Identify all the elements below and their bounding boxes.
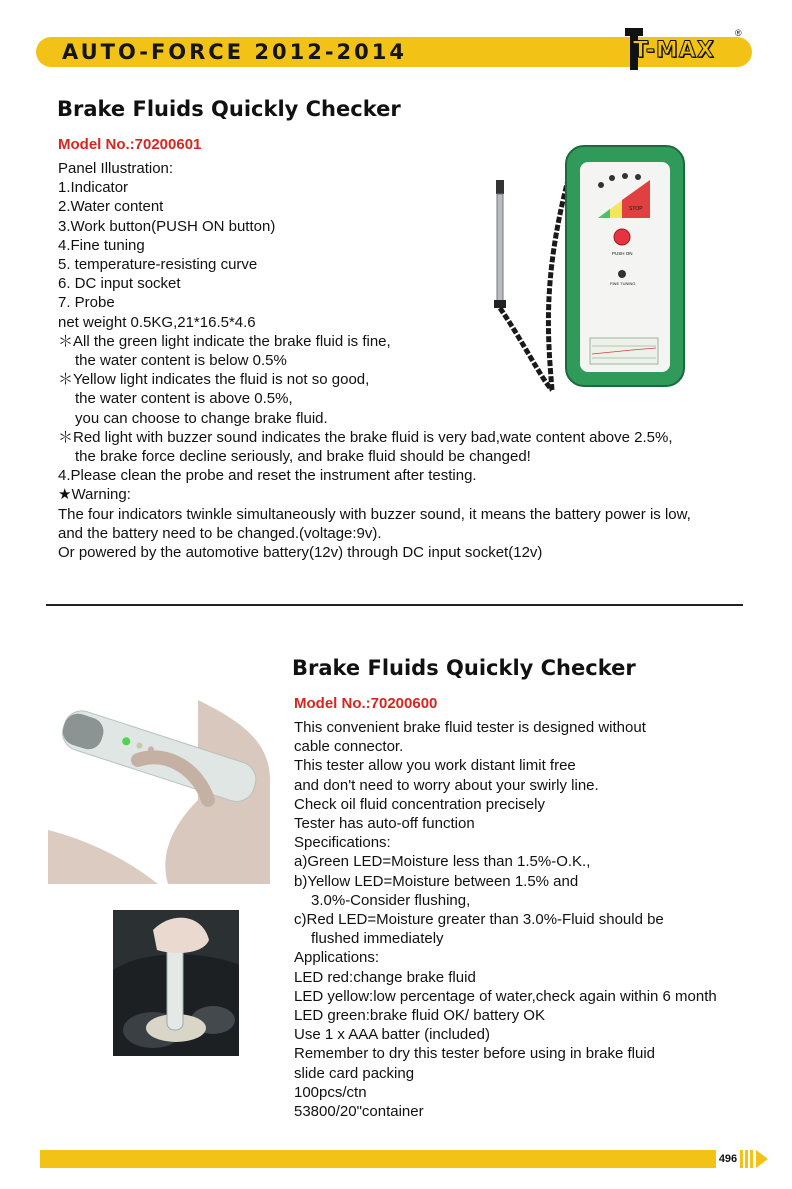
desc-line: net weight 0.5KG,21*16.5*4.6 bbox=[58, 313, 256, 331]
desc-line: This tester allow you work distant limit free bbox=[294, 757, 576, 775]
fine-tuning-label: FINE TUNING bbox=[610, 281, 636, 286]
product1-model: Model No.:70200601 bbox=[58, 136, 202, 153]
desc-line: and don't need to worry about your swirly line. bbox=[294, 776, 599, 794]
desc-line: 53800/20"container bbox=[294, 1103, 424, 1121]
desc-line: you can choose to change brake fluid. bbox=[75, 409, 328, 427]
push-on-button bbox=[614, 229, 630, 245]
led-indicator bbox=[609, 175, 615, 181]
desc-line: c)Red LED=Moisture greater than 3.0%-Fluid should be bbox=[294, 911, 664, 929]
desc-line: 3.Work button(PUSH ON button) bbox=[58, 217, 276, 235]
desc-line: slide card packing bbox=[294, 1064, 415, 1082]
desc-line: LED green:brake fluid OK/ battery OK bbox=[294, 1007, 545, 1025]
desc-line: LED yellow:low percentage of water,check again within 6 month bbox=[294, 987, 717, 1005]
brake-fluid-checker-illustration bbox=[482, 140, 704, 400]
probe-rod bbox=[497, 194, 503, 304]
desc-line: a)Green LED=Moisture less than 1.5%-O.K., bbox=[294, 853, 591, 871]
desc-line: the water content is below 0.5% bbox=[75, 352, 287, 370]
stop-label: STOP bbox=[629, 206, 643, 212]
probe-tip bbox=[496, 180, 504, 194]
probe-handle bbox=[494, 300, 506, 308]
led-indicator bbox=[622, 173, 628, 179]
page-number: 496 bbox=[718, 1153, 738, 1165]
desc-line: 3.0%-Consider flushing, bbox=[311, 891, 471, 909]
desc-line: flushed immediately bbox=[311, 930, 444, 948]
led-indicator bbox=[598, 182, 604, 188]
desc-line: 6. DC input socket bbox=[58, 275, 181, 293]
brand-logo: T-MAX bbox=[633, 38, 715, 63]
desc-line: Tester has auto-off function bbox=[294, 815, 475, 833]
catalog-title: AUTO-FORCE 2012-2014 bbox=[62, 40, 407, 64]
desc-line: Use 1 x AAA batter (included) bbox=[294, 1026, 490, 1044]
desc-line: The four indicators twinkle simultaneously with buzzer sound, it means the battery power is low, bbox=[58, 505, 691, 523]
product2-title: Brake Fluids Quickly Checker bbox=[292, 656, 636, 680]
product1-title: Brake Fluids Quickly Checker bbox=[57, 97, 401, 121]
push-on-label: PUSH ON bbox=[612, 251, 633, 256]
tester-in-reservoir-photo bbox=[113, 910, 239, 1056]
desc-line: 4.Please clean the probe and reset the instrument after testing. bbox=[58, 467, 477, 485]
desc-line: ＊All the green light indicate the brake fluid is fine, bbox=[58, 332, 391, 350]
coiled-cable bbox=[500, 180, 568, 390]
desc-line: 5. temperature-resisting curve bbox=[58, 256, 258, 274]
registered-mark: ® bbox=[735, 28, 742, 38]
desc-line: Remember to dry this tester before using in brake fluid bbox=[294, 1045, 656, 1063]
desc-line: Panel Illustration: bbox=[58, 160, 174, 177]
desc-line: b)Yellow LED=Moisture between 1.5% and bbox=[294, 872, 579, 890]
desc-line: This convenient brake fluid tester is designed without bbox=[294, 719, 646, 736]
desc-line: the water content is above 0.5%, bbox=[75, 390, 293, 408]
desc-line: and the battery need to be changed.(voltage:9v). bbox=[58, 524, 382, 542]
desc-line: cable connector. bbox=[294, 738, 404, 756]
desc-line: 4.Fine tuning bbox=[58, 236, 145, 254]
product2-model: Model No.:70200600 bbox=[294, 695, 438, 712]
pen-tester-body bbox=[167, 940, 183, 1030]
desc-line: 7. Probe bbox=[58, 294, 115, 312]
desc-line: Specifications: bbox=[294, 834, 391, 852]
desc-line: Applications: bbox=[294, 949, 380, 967]
pen-tester-in-hand-photo bbox=[48, 700, 270, 884]
desc-line: 1.Indicator bbox=[58, 179, 129, 197]
desc-line: Check oil fluid concentration precisely bbox=[294, 795, 545, 813]
fine-tuning-knob bbox=[618, 270, 626, 278]
desc-line: the brake force decline seriously, and brake fluid should be changed! bbox=[75, 448, 531, 466]
desc-line: ★Warning: bbox=[58, 486, 131, 504]
desc-line: Or powered by the automotive battery(12v) through DC input socket(12v) bbox=[58, 544, 543, 562]
section-divider bbox=[46, 604, 743, 606]
desc-line: ＊Red light with buzzer sound indicates the brake fluid is very bad,wate content above 2.5%, bbox=[58, 428, 673, 446]
footer-band bbox=[40, 1150, 716, 1168]
product2-description bbox=[294, 718, 717, 1121]
desc-line: 2.Water content bbox=[58, 198, 164, 216]
led-indicator bbox=[635, 174, 641, 180]
desc-line: ＊Yellow light indicates the fluid is not so good, bbox=[58, 371, 370, 389]
desc-line: 100pcs/ctn bbox=[294, 1083, 367, 1101]
desc-line: LED red:change brake fluid bbox=[294, 968, 476, 986]
footer-arrow-icon bbox=[740, 1150, 770, 1168]
